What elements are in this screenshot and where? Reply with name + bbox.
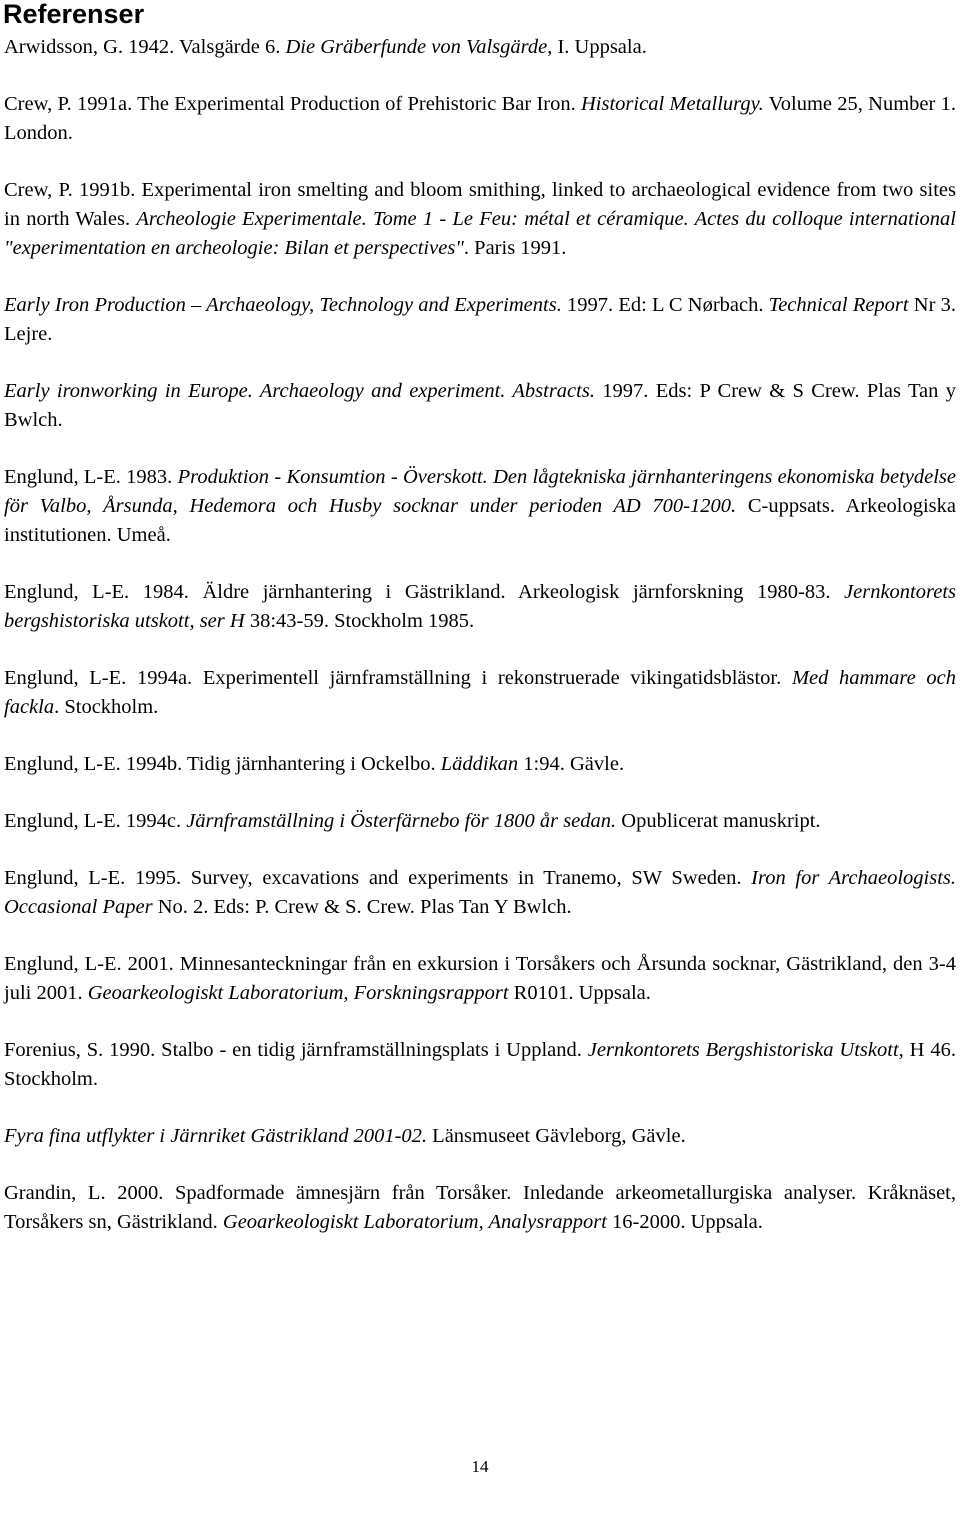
reference-text: 1:94. Gävle. (518, 753, 625, 775)
reference-text: 1997. Eds: P Crew & S Crew. Plas Tan y Bwlch. (4, 380, 956, 431)
reference-title-italic: Järnframställning i Österfärnebo för 1800 år sedan. (186, 810, 617, 832)
reference-entry (4, 1036, 956, 1094)
reference-text: Englund, L-E. 1994c. (4, 810, 187, 832)
reference-entry (4, 463, 956, 550)
reference-text: , I. Uppsala. (547, 36, 647, 58)
reference-text: Forenius, S. 1990. Stalbo - en tidig järnframställningsplats i Uppland. (4, 1039, 588, 1061)
reference-entry (4, 1122, 956, 1151)
reference-entry (4, 291, 956, 349)
section-heading: Referenser (3, 0, 145, 29)
reference-text: No. 2. Eds: P. Crew & S. Crew. Plas Tan Y Bwlch. (152, 896, 572, 918)
reference-text: Arwidsson, G. 1942. Valsgärde 6. (4, 36, 286, 58)
reference-title-italic: Geoarkeologiskt Laboratorium, Analysrapport (222, 1211, 607, 1233)
reference-entry (4, 176, 956, 263)
reference-text: R0101. Uppsala. (508, 982, 651, 1004)
reference-title-italic: Early ironworking in Europe. Archaeology and experiment. Abstracts. (4, 380, 595, 402)
reference-text: Englund, L-E. 1984. Äldre järnhantering i Gästrikland. Arkeologisk järnforskning 1980-83. (4, 581, 845, 603)
reference-title-italic: Iron for Archaeologists. Occasional Paper (4, 867, 957, 918)
reference-title-italic: Jernkontorets Bergshistoriska Utskott (587, 1039, 899, 1061)
reference-text: 1997. Ed: L C Nørbach. (561, 294, 769, 316)
page-number: 14 (471, 1457, 489, 1476)
reference-title-italic: Läddikan (440, 753, 519, 775)
reference-entry (4, 90, 956, 148)
reference-text: . Paris 1991. (463, 237, 567, 259)
reference-entry (4, 864, 956, 922)
reference-title-italic: Geoarkeologiskt Laboratorium, Forskningsrapport (87, 982, 509, 1004)
reference-entry (4, 807, 956, 836)
reference-list (4, 33, 956, 1265)
reference-title-italic: Die Gräberfunde von Valsgärde (285, 36, 548, 58)
reference-text: Crew, P. 1991b. Experimental iron smelting and bloom smithing, linked to archaeological evidence from two sites in north Wales. (4, 179, 956, 230)
reference-text: C-uppsats. Arkeologiska institutionen. Umeå. (4, 495, 956, 546)
reference-text: Crew, P. 1991a. The Experimental Production of Prehistoric Bar Iron. (4, 93, 581, 115)
reference-title-italic: Archeologie Experimentale. Tome 1 - Le Feu: métal et céramique. Actes du colloque international "experimentation en archeologie: Bilan et perspectives" (4, 208, 956, 259)
reference-title-italic: Technical Report (768, 294, 909, 316)
reference-text: Englund, L-E. 1983. (4, 466, 178, 488)
reference-title-italic: Produktion - Konsumtion - Överskott. Den lågtekniska järnhanteringens ekonomiska betydelse för Valbo, Årsunda, Hedemora och Husby socknar under perioden AD 700-1200. (4, 466, 956, 517)
reference-text: Grandin, L. 2000. Spadformade ämnesjärn från Torsåker. Inledande arkeometallurgiska analyser. Kråknäset, Torsåkers sn, Gästrikland. (4, 1182, 956, 1233)
reference-title-italic: Fyra fina utflykter i Järnriket Gästrikland 2001-02. (4, 1125, 428, 1147)
reference-text: Opublicerat manuskript. (616, 810, 821, 832)
reference-text: 16-2000. Uppsala. (606, 1211, 763, 1233)
reference-title-italic: Med hammare och fackla (4, 667, 956, 718)
reference-entry (4, 750, 956, 779)
reference-text: Nr 3. Lejre. (4, 294, 956, 345)
reference-entry (4, 578, 956, 636)
reference-text: 38:43-59. Stockholm 1985. (244, 610, 475, 632)
reference-title-italic: Early Iron Production – Archaeology, Technology and Experiments. (4, 294, 562, 316)
reference-entry (4, 1179, 956, 1237)
reference-entry (4, 377, 956, 435)
reference-entry (4, 33, 956, 62)
reference-text: Englund, L-E. 1995. Survey, excavations and experiments in Tranemo, SW Sweden. (4, 867, 752, 889)
reference-text: . Stockholm. (54, 696, 159, 718)
reference-text: Englund, L-E. 2001. Minnesanteckningar från en exkursion i Torsåkers och Årsunda socknar, Gästrikland, den 3-4 juli 2001. (4, 953, 956, 1004)
reference-title-italic: Historical Metallurgy. (581, 93, 764, 115)
reference-title-italic: Jernkontorets bergshistoriska utskott, ser H (4, 581, 956, 632)
reference-text: , H 46. Stockholm. (4, 1039, 956, 1090)
reference-text: Englund, L-E. 1994b. Tidig järnhantering i Ockelbo. (4, 753, 441, 775)
reference-entry (4, 664, 956, 722)
reference-text: Länsmuseet Gävleborg, Gävle. (427, 1125, 686, 1147)
reference-text: Volume 25, Number 1. London. (4, 93, 956, 144)
reference-entry (4, 950, 956, 1008)
reference-text: Englund, L-E. 1994a. Experimentell järnframställning i rekonstruerade vikingatidsblästor. (4, 667, 792, 689)
